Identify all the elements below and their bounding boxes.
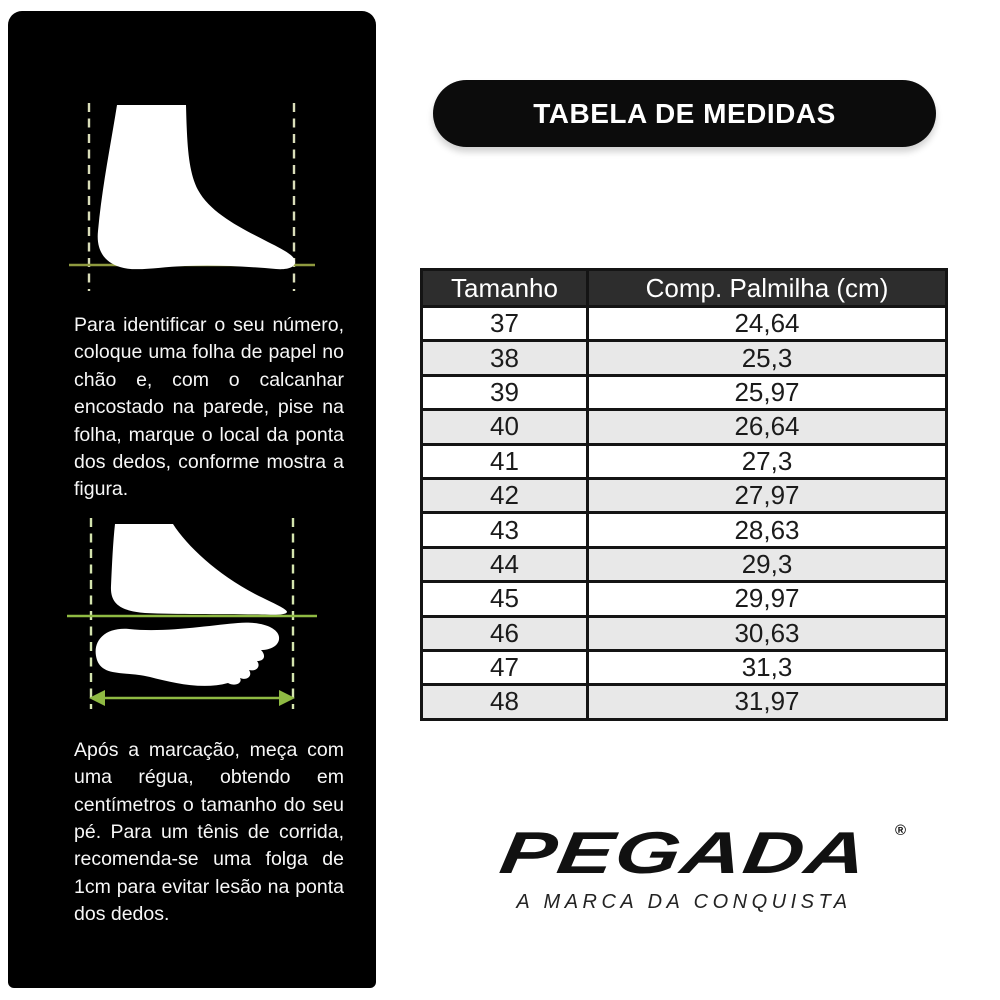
size-cell: 44	[422, 547, 588, 581]
size-table-body	[422, 307, 947, 720]
table-row	[422, 444, 947, 478]
size-cell: 47	[422, 650, 588, 684]
insole-length-cell: 31,97	[588, 685, 947, 719]
table-row	[422, 513, 947, 547]
instructions-panel	[8, 11, 376, 988]
brand-logo	[420, 820, 948, 914]
foot-profile-silhouette-icon	[111, 524, 287, 615]
table-row	[422, 478, 947, 512]
insole-length-cell: 26,64	[588, 410, 947, 444]
table-row	[422, 341, 947, 375]
insole-length-cell: 28,63	[588, 513, 947, 547]
size-cell: 38	[422, 341, 588, 375]
insole-length-cell: 30,63	[588, 616, 947, 650]
registered-trademark-icon: ®	[894, 822, 906, 839]
table-row	[422, 616, 947, 650]
brand-tagline: A MARCA DA CONQUISTA	[516, 891, 852, 913]
size-cell: 41	[422, 444, 588, 478]
size-cell: 46	[422, 616, 588, 650]
insole-length-cell: 29,97	[588, 582, 947, 616]
page-title-text: TABELA DE MEDIDAS	[533, 97, 836, 129]
size-cell: 45	[422, 582, 588, 616]
table-row	[422, 582, 947, 616]
insole-length-cell: 24,64	[588, 307, 947, 341]
size-cell: 39	[422, 375, 588, 409]
size-table	[420, 268, 948, 721]
insole-length-cell: 27,97	[588, 478, 947, 512]
size-cell: 40	[422, 410, 588, 444]
table-row	[422, 375, 947, 409]
instruction-paragraph-1: Para identificar o seu número, coloque uma folha de papel no chão e, com o calcanhar encostado na parede, pise na folha, marque o local da ponta dos dedos, conforme mostra a figura.	[74, 314, 344, 501]
footprint-silhouette-icon	[96, 623, 279, 686]
foot-side-measure-icon	[67, 95, 317, 295]
insole-length-cell: 31,3	[588, 650, 947, 684]
table-header-row	[422, 270, 947, 307]
instruction-paragraph-2: Após a marcação, meça com uma régua, obtendo em centímetros o tamanho do seu pé. Para um tênis de corrida, recomenda-se uma folga de 1cm para evitar lesão na ponta dos dedos.	[74, 738, 344, 926]
table-row	[422, 650, 947, 684]
size-cell: 37	[422, 307, 588, 341]
brand-wordmark: PEGADA	[495, 820, 873, 886]
size-cell: 48	[422, 685, 588, 719]
insole-length-cell: 25,97	[588, 375, 947, 409]
brand-wordmark-wrap	[420, 820, 948, 886]
insole-length-cell: 27,3	[588, 444, 947, 478]
page-title	[433, 80, 936, 147]
insole-length-cell: 25,3	[588, 341, 947, 375]
column-header-size: Tamanho	[422, 270, 588, 307]
size-cell: 43	[422, 513, 588, 547]
foot-side-silhouette-icon	[98, 105, 295, 269]
insole-length-cell: 29,3	[588, 547, 947, 581]
size-cell: 42	[422, 478, 588, 512]
table-row	[422, 547, 947, 581]
table-row	[422, 307, 947, 341]
table-row	[422, 410, 947, 444]
table-row	[422, 685, 947, 719]
column-header-insole-length: Comp. Palmilha (cm)	[588, 270, 947, 307]
foot-length-measure-icon	[67, 516, 317, 711]
